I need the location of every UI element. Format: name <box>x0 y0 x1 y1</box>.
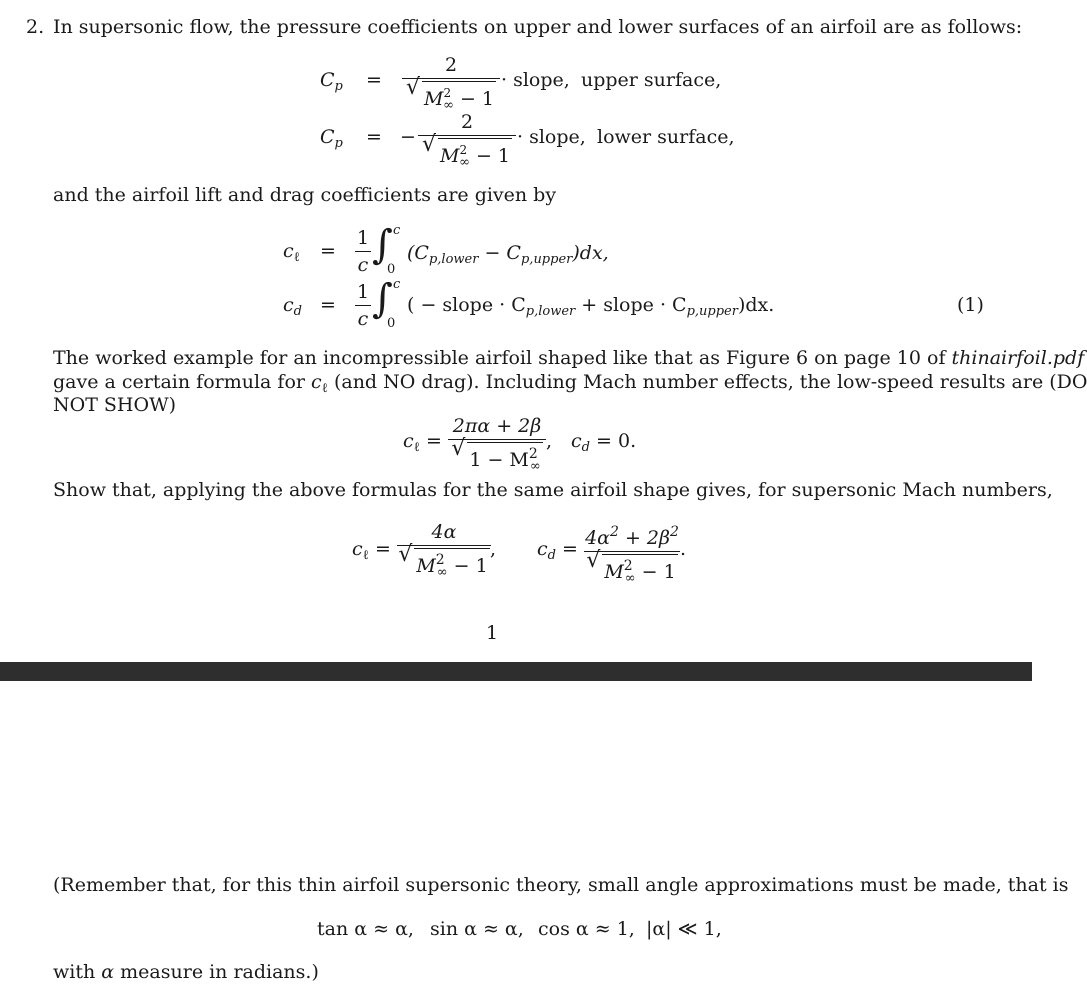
page-separator <box>0 662 1032 681</box>
period: . <box>680 538 687 560</box>
worked-line-1: The worked example for an incompressible airfoil shaped like that as Figure 6 on page 10 of thinairfoil.pdf <box>53 347 1085 369</box>
equals-sign: = <box>320 240 336 262</box>
upper-surface-label: upper surface, <box>581 69 722 91</box>
approx-cos: cos α ≈ 1, <box>538 918 635 940</box>
low-speed-cd: $c_d = 0$. <box>571 430 637 455</box>
one-over-c: 1 c <box>356 227 370 277</box>
supersonic-cd-fraction: $4\alpha^2 + 2\beta^2$ √ $M^2_\infty - 1$ <box>584 521 680 590</box>
show-that-text: Show that, applying the above formulas for the same airfoil shape gives, for supersonic Mach numbers, <box>53 479 1053 501</box>
cd-symbol: $c_d$ <box>283 294 302 319</box>
remember-text: (Remember that, for this thin airfoil supersonic theory, small angle approximations must be made, that is <box>53 874 1069 896</box>
integral-lower-limit: 0 <box>387 262 396 277</box>
cp-lower-fraction: 2 √ $M2_\infty - 1$ <box>418 111 516 174</box>
one-over-c: 1 c <box>356 281 370 331</box>
worked-line-3: NOT SHOW) <box>53 394 177 416</box>
cl-symbol: $c_\ell$ <box>283 240 300 265</box>
cp-lower-symbol: $C_p$ <box>320 126 343 151</box>
integral-sign: ∫ <box>372 276 393 322</box>
worked-line-2: gave a certain formula for $c_\ell$ (and NO drag). Including Mach number effects, the low-speed results are (DO <box>53 371 1087 396</box>
minus-sign: − <box>400 126 416 148</box>
integral-lower-limit: 0 <box>387 316 396 331</box>
lift-drag-intro: and the airfoil lift and drag coefficients are given by <box>53 184 557 206</box>
radians-note: with α measure in radians.) <box>53 961 319 983</box>
problem-intro: In supersonic flow, the pressure coefficients on upper and lower surfaces of an airfoil are as follows: <box>53 16 1023 38</box>
cd-integrand: ( − slope · $C_{p,lower}$ + slope · $C_{p,upper})dx$. <box>407 294 775 319</box>
slope-upper: · slope, <box>501 69 570 91</box>
low-speed-cl-symbol: $c_\ell$ = <box>403 430 442 455</box>
equals-sign: = <box>366 69 382 91</box>
supersonic-cl-fraction: 4α √ $M^2_\infty - 1$ <box>397 521 491 584</box>
problem-number: 2. <box>26 16 45 38</box>
comma: , <box>490 538 497 560</box>
integral-upper-limit: c <box>393 277 401 292</box>
cp-upper-fraction: 2 √ $M2_\infty - 1$ <box>402 54 500 117</box>
comma: , <box>546 430 553 452</box>
equals-sign: = <box>320 294 336 316</box>
slope-lower: · slope, <box>517 126 586 148</box>
integral-sign: ∫ <box>372 222 393 268</box>
integral-upper-limit: c <box>393 223 401 238</box>
equation-number: (1) <box>957 294 984 316</box>
cl-integrand: $(C_{p,lower} - C_{p,upper})dx$, <box>407 242 609 267</box>
low-speed-cl-fraction: 2πα + 2β √ $1 - M^2_\infty$ <box>448 415 546 478</box>
cp-upper-symbol: $C_p$ <box>320 69 343 94</box>
approx-sin: sin α ≈ α, <box>430 918 524 940</box>
page-number: 1 <box>486 622 499 644</box>
approx-tan: tan α ≈ α, <box>317 918 414 940</box>
lower-surface-label: lower surface, <box>597 126 735 148</box>
equals-sign: = <box>366 126 382 148</box>
approx-small-alpha: |α| ≪ 1, <box>646 918 722 940</box>
supersonic-cd-symbol: $c_d$ = <box>537 538 578 563</box>
supersonic-cl-symbol: $c_\ell$ = <box>352 538 391 563</box>
